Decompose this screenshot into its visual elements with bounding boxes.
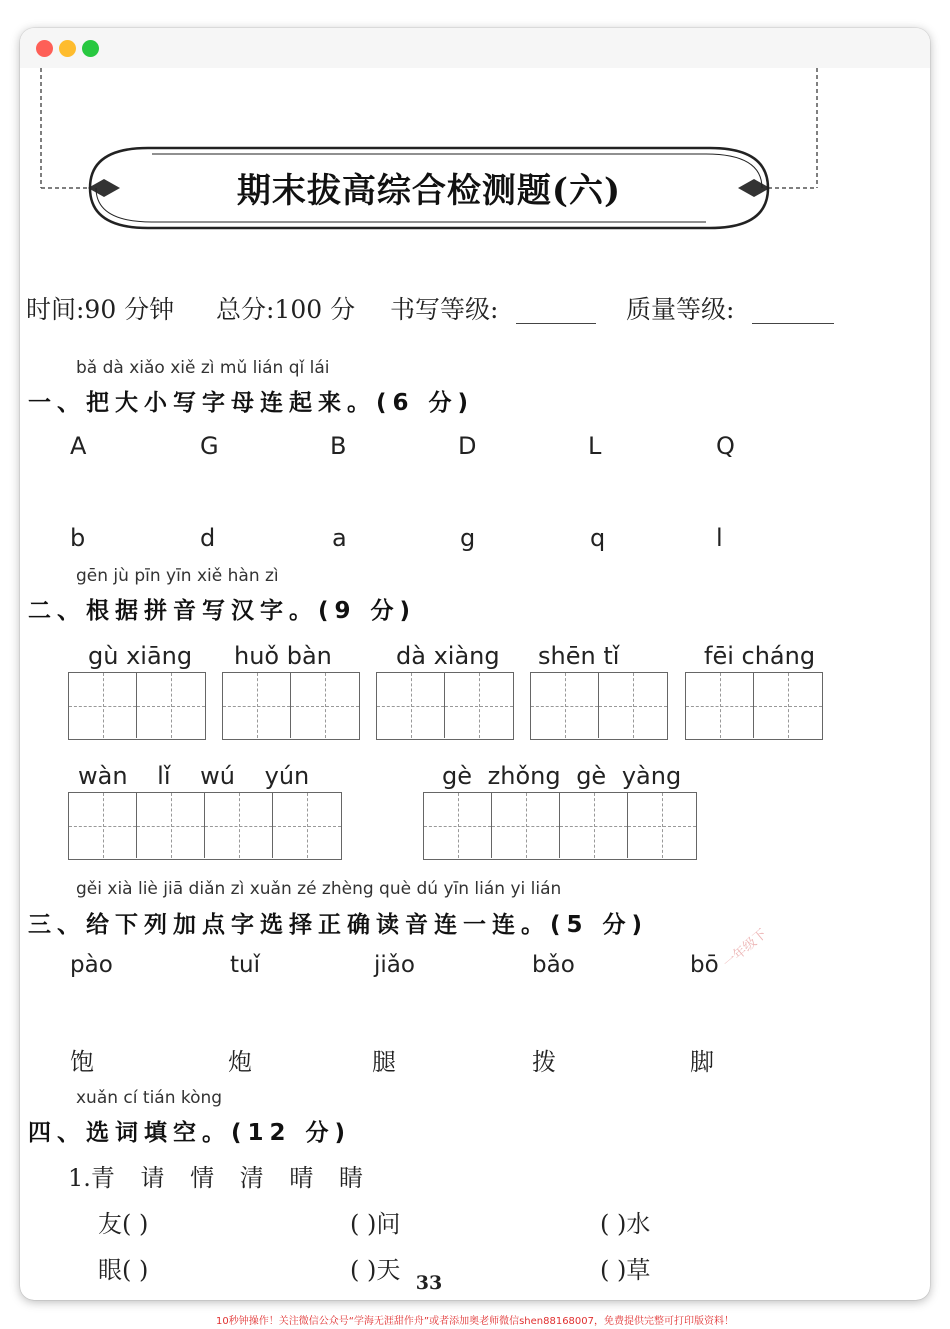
fill-blank[interactable]: ( )问 xyxy=(350,1210,401,1238)
fill-blank[interactable]: 友( ) xyxy=(98,1210,149,1238)
fill-blank[interactable]: 眼( ) xyxy=(98,1256,149,1284)
lowercase-letter[interactable]: g xyxy=(460,524,476,552)
reading-option[interactable]: bǎo xyxy=(532,952,575,978)
time-info: 时间:90 分钟 xyxy=(26,295,175,324)
lowercase-letter[interactable]: b xyxy=(70,524,86,552)
section4-heading: 四、选词填空。(12 分) xyxy=(28,1120,352,1146)
writing-grid[interactable] xyxy=(222,672,360,740)
fill-blank[interactable]: ( )天 xyxy=(350,1256,401,1284)
reading-option[interactable]: bō xyxy=(690,952,719,978)
watermark-stamp: 一年级下 xyxy=(720,926,771,972)
window-titlebar xyxy=(20,28,930,68)
writing-grid[interactable] xyxy=(68,672,206,740)
section1-pinyin: bǎ dà xiǎo xiě zì mǔ lián qǐ lái xyxy=(76,358,330,378)
pinyin-prompt: shēn tǐ xyxy=(538,642,620,670)
fill-blank[interactable]: ( )水 xyxy=(600,1210,651,1238)
character-option[interactable]: 炮 xyxy=(228,1048,252,1076)
title-banner-frame xyxy=(20,68,930,248)
section3-pinyin: gěi xià liè jiā diǎn zì xuǎn zé zhèng què dú yīn lián yi lián xyxy=(76,879,562,899)
section2-pinyin: gēn jù pīn yīn xiě hàn zì xyxy=(76,566,279,586)
character-option[interactable]: 脚 xyxy=(690,1048,714,1076)
lowercase-letter[interactable]: a xyxy=(332,524,347,552)
lowercase-letter[interactable]: q xyxy=(590,524,606,552)
document-window xyxy=(20,28,930,1300)
pinyin-prompt: huǒ bàn xyxy=(234,642,332,670)
writing-grid[interactable] xyxy=(685,672,823,740)
uppercase-letter[interactable]: G xyxy=(200,432,219,460)
pinyin-prompt: wàn lǐ wú yún xyxy=(78,762,310,790)
fill-blank[interactable]: ( )草 xyxy=(600,1256,651,1284)
lowercase-letter[interactable]: l xyxy=(716,524,723,552)
pinyin-prompt: fēi cháng xyxy=(704,642,816,670)
writing-grid[interactable] xyxy=(530,672,668,740)
writing-grade-blank[interactable] xyxy=(516,323,596,324)
section3-heading: 三、给下列加点字选择正确读音连一连。(5 分) xyxy=(28,912,649,938)
writing-grid[interactable] xyxy=(68,792,342,860)
page-number: 33 xyxy=(415,1272,443,1294)
close-window-button[interactable] xyxy=(36,40,53,57)
section2-heading: 二、根据拼音写汉字。(9 分) xyxy=(28,598,417,624)
writing-grade-label: 书写等级: xyxy=(390,295,499,324)
minimize-window-button[interactable] xyxy=(59,40,76,57)
maximize-window-button[interactable] xyxy=(82,40,99,57)
uppercase-letter[interactable]: D xyxy=(458,432,477,460)
footer-notice: 10秒钟操作！关注微信公众号“学海无涯甜作舟”或者添加奥老师微信shen88168007，免费提供完整可打印版资料！ xyxy=(215,1316,735,1327)
uppercase-letter[interactable]: L xyxy=(588,432,602,460)
word-choice-options: 1.青 请 情 清 晴 睛 xyxy=(68,1164,364,1192)
pinyin-prompt: gù xiāng xyxy=(88,642,193,670)
reading-option[interactable]: pào xyxy=(70,952,113,978)
uppercase-letter[interactable]: B xyxy=(330,432,347,460)
section1-heading: 一、把大小写字母连起来。(6 分) xyxy=(28,390,475,416)
pinyin-prompt: gè zhǒng gè yàng xyxy=(442,762,682,790)
writing-grid[interactable] xyxy=(376,672,514,740)
section4-pinyin: xuǎn cí tián kòng xyxy=(76,1088,223,1108)
page-title: 期末拔高综合检测题(六) xyxy=(236,171,622,211)
pinyin-prompt: dà xiàng xyxy=(396,642,500,670)
character-option[interactable]: 饱 xyxy=(70,1048,94,1076)
quality-grade-blank[interactable] xyxy=(752,323,834,324)
reading-option[interactable]: jiǎo xyxy=(374,952,415,978)
character-option[interactable]: 拨 xyxy=(532,1048,556,1076)
uppercase-letter[interactable]: Q xyxy=(716,432,735,460)
lowercase-letter[interactable]: d xyxy=(200,524,216,552)
reading-option[interactable]: tuǐ xyxy=(230,952,260,978)
worksheet-page xyxy=(20,68,930,1300)
uppercase-letter[interactable]: A xyxy=(70,432,87,460)
writing-grid[interactable] xyxy=(423,792,697,860)
character-option[interactable]: 腿 xyxy=(372,1048,396,1076)
total-score-info: 总分:100 分 xyxy=(216,295,356,324)
quality-grade-label: 质量等级: xyxy=(626,295,735,324)
